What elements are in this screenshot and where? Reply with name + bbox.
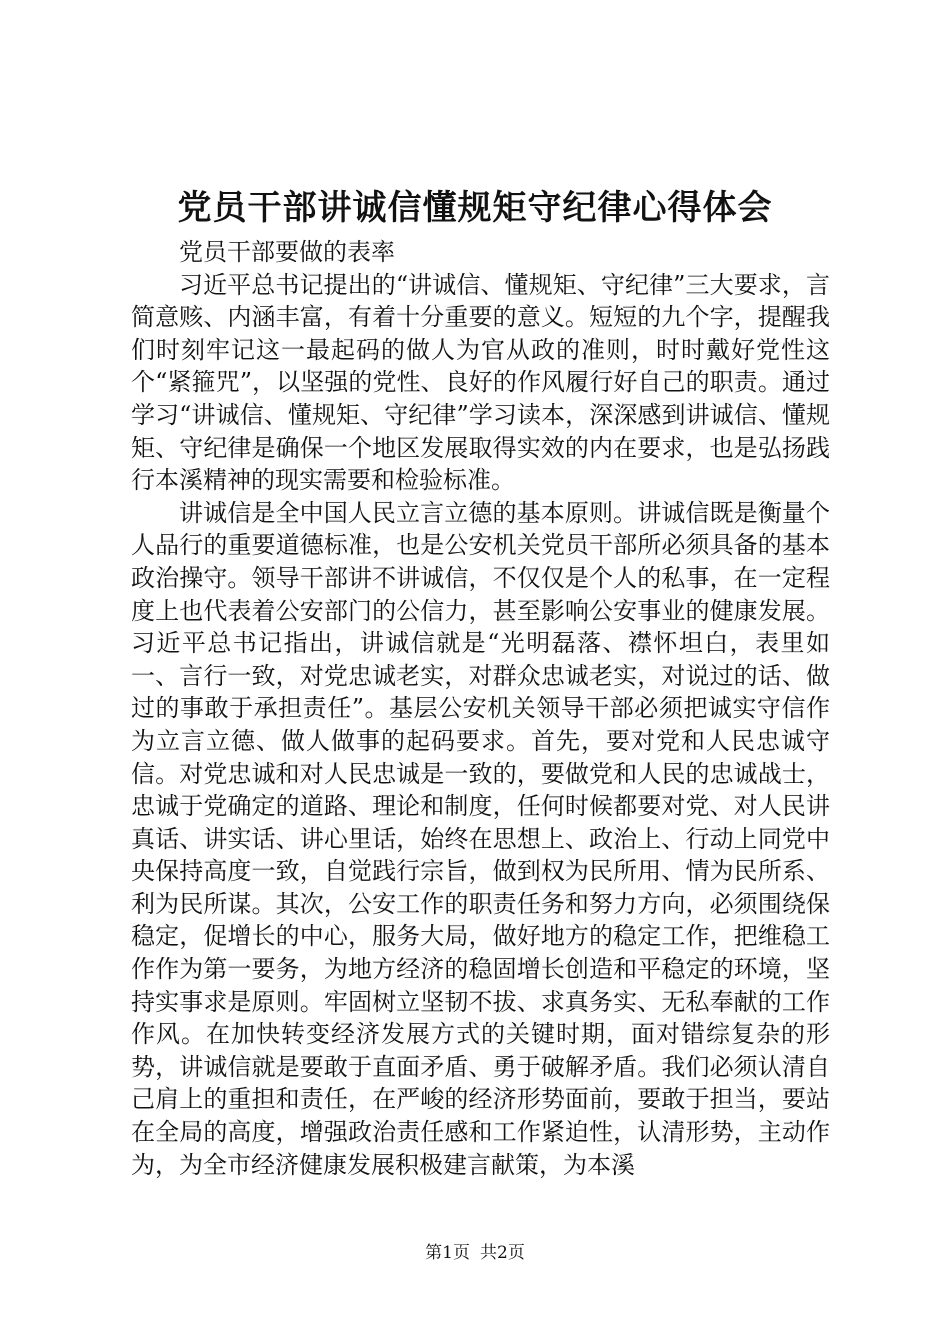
document-subtitle: 党员干部要做的表率 — [179, 238, 395, 266]
page-number-current: 第1页 — [425, 1243, 470, 1263]
document-title: 党员干部讲诚信懂规矩守纪律心得体会 — [177, 188, 773, 228]
page-number-total: 共2页 — [480, 1243, 525, 1263]
page-footer — [0, 1242, 950, 1264]
document-body — [131, 236, 830, 1181]
body-paragraph-1: 习近平总书记提出的“讲诚信、懂规矩、守纪律”三大要求，言简意赅、内涵丰富，有着十分重要的意义。短短的九个字，提醒我们时刻牢记这一最起码的做人为官从政的准则，时时戴好党性这个“紧箍咒”，以坚强的党性、良好的作风履行好自己的职责。通过学习“讲诚信、懂规矩、守纪律”学习读本，深深感到讲诚信、懂规矩、守纪律是确保一个地区发展取得实效的内在要求，也是弘扬践行本溪精神的现实需要和检验标准。 — [131, 270, 830, 495]
body-paragraph-2: 讲诚信是全中国人民立言立德的基本原则。讲诚信既是衡量个人品行的重要道德标准，也是公安机关党员干部所必须具备的基本政治操守。领导干部讲不讲诚信，不仅仅是个人的私事，在一定程度上也代表着公安部门的公信力，甚至影响公安事业的健康发展。习近平总书记指出，讲诚信就是“光明磊落、襟怀坦白，表里如一、言行一致，对党忠诚老实，对群众忠诚老实，对说过的话、做过的事敢于承担责任”。基层公安机关领导干部必须把诚实守信作为立言立德、做人做事的起码要求。首先，要对党和人民忠诚守信。对党忠诚和对人民忠诚是一致的，要做党和人民的忠诚战士，忠诚于党确定的道路、理论和制度，任何时候都要对党、对人民讲真话、讲实话、讲心里话，始终在思想上、政治上、行动上同党中央保持高度一致，自觉践行宗旨，做到权为民所用、情为民所系、利为民所谋。其次，公安工作的职责任务和努力方向，必须围绕保稳定，促增长的中心，服务大局，做好地方的稳定工作，把维稳工作作为第一要务，为地方经济的稳固增长创造和平稳定的环境，坚持实事求是原则。牢固树立坚韧不拔、求真务实、无私奉献的工作作风。在加快转变经济发展方式的关键时期，面对错综复杂的形势，讲诚信就是要敢于直面矛盾、勇于破解矛盾。我们必须认清自己肩上的重担和责任，在严峻的经济形势面前，要敢于担当，要站在全局的高度，增强政治责任感和工作紧迫性，认清形势，主动作为，为全市经济健康发展积极建言献策，为本溪 — [131, 498, 830, 1179]
